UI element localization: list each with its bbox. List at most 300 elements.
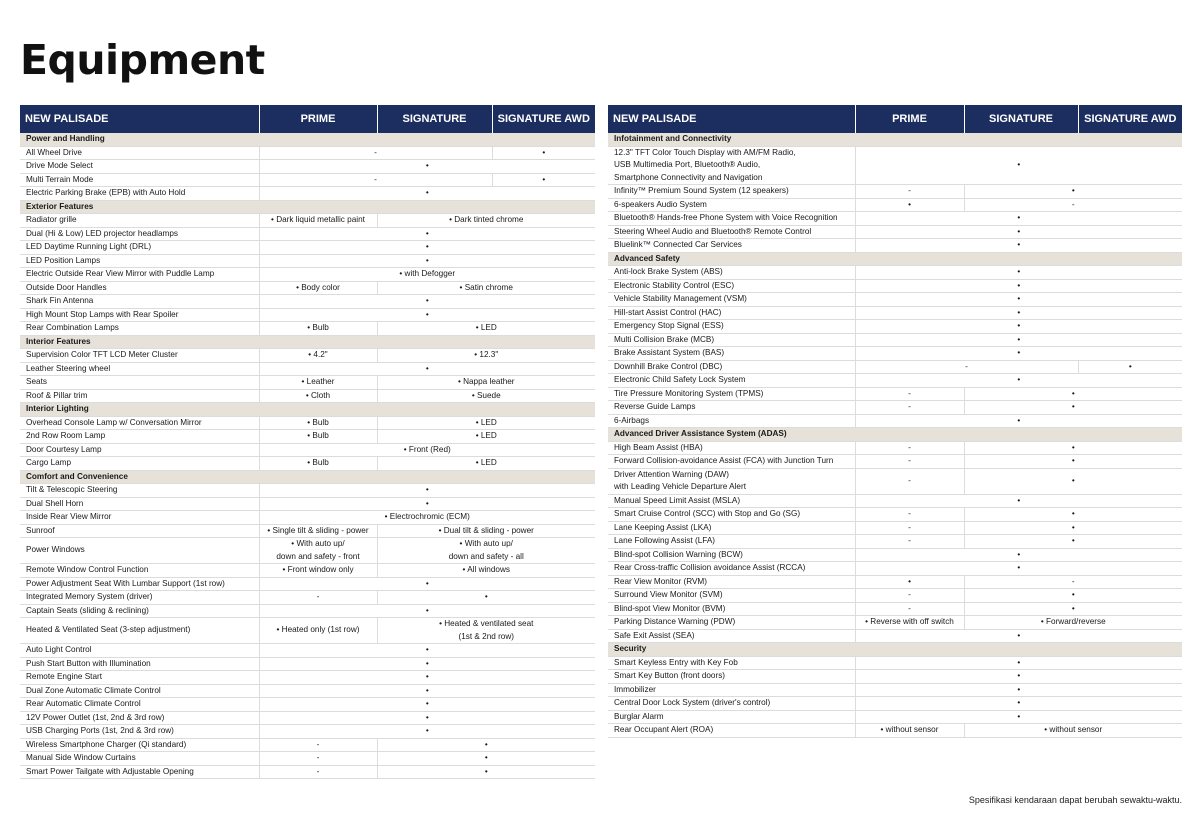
feature-name: Electronic Stability Control (ESC) bbox=[608, 279, 855, 293]
table-row bbox=[608, 320, 1182, 334]
feature-name: Smart Keyless Entry with Key Fob bbox=[608, 656, 855, 670]
feature-value: • bbox=[855, 239, 1182, 253]
feature-name: 12V Power Outlet (1st, 2nd & 3rd row) bbox=[20, 711, 259, 725]
table-row bbox=[20, 604, 595, 618]
table-row bbox=[20, 281, 595, 295]
table-row bbox=[20, 524, 595, 538]
feature-name: Radiator grille bbox=[20, 214, 259, 228]
feature-value: • Satin chrome bbox=[377, 281, 595, 295]
feature-value: - bbox=[855, 401, 964, 415]
feature-value: • bbox=[259, 711, 595, 725]
table-row bbox=[608, 562, 1182, 576]
table-row bbox=[20, 376, 595, 390]
feature-value: • bbox=[855, 225, 1182, 239]
feature-value: • bbox=[259, 604, 595, 618]
feature-value: • bbox=[259, 254, 595, 268]
table-row bbox=[20, 738, 595, 752]
table-row bbox=[608, 266, 1182, 280]
feature-value: - bbox=[259, 752, 377, 766]
feature-value: - bbox=[259, 146, 492, 160]
column-header-signature-awd: SIGNATURE AWD bbox=[492, 105, 595, 133]
feature-name: Rear View Monitor (RVM) bbox=[608, 575, 855, 589]
column-header-signature: SIGNATURE bbox=[964, 105, 1078, 133]
feature-value: • bbox=[855, 347, 1182, 361]
feature-name: Rear Combination Lamps bbox=[20, 322, 259, 336]
feature-value: • with Defogger bbox=[259, 268, 595, 282]
table-row bbox=[608, 225, 1182, 239]
table-row bbox=[608, 670, 1182, 684]
feature-value: • bbox=[855, 548, 1182, 562]
feature-name: Bluetooth® Hands-free Phone System with Voice Recognition bbox=[608, 212, 855, 226]
feature-value: - bbox=[259, 738, 377, 752]
right-spec-table bbox=[608, 105, 1182, 738]
table-row bbox=[20, 511, 595, 525]
column-header-prime: PRIME bbox=[855, 105, 964, 133]
feature-value: • Forward/reverse bbox=[964, 616, 1182, 630]
feature-value: - bbox=[855, 441, 964, 455]
feature-value: - bbox=[259, 765, 377, 779]
feature-value: • Dual tilt & sliding - power bbox=[377, 524, 595, 538]
feature-name: Brake Assistant System (BAS) bbox=[608, 347, 855, 361]
table-row bbox=[608, 602, 1182, 616]
feature-value: • bbox=[855, 414, 1182, 428]
feature-name: Blind-spot View Monitor (BVM) bbox=[608, 602, 855, 616]
table-row bbox=[20, 591, 595, 605]
feature-name: Driver Attention Warning (DAW) with Leading Vehicle Departure Alert bbox=[608, 468, 855, 494]
feature-value: - bbox=[855, 535, 964, 549]
feature-value: - bbox=[259, 173, 492, 187]
feature-name: Shark Fin Antenna bbox=[20, 295, 259, 309]
column-header-signature: SIGNATURE bbox=[377, 105, 492, 133]
feature-name: Smart Key Button (front doors) bbox=[608, 670, 855, 684]
feature-name: Rear Automatic Climate Control bbox=[20, 698, 259, 712]
footnote: Spesifikasi kendaraan dapat berubah sewaktu-waktu. bbox=[968, 795, 1182, 805]
section-header-row bbox=[608, 428, 1182, 442]
feature-value: - bbox=[855, 589, 964, 603]
feature-name: Surround View Monitor (SVM) bbox=[608, 589, 855, 603]
table-row bbox=[608, 441, 1182, 455]
feature-value: • With auto up/ down and safety - front bbox=[259, 538, 377, 564]
feature-name: Safe Exit Assist (SEA) bbox=[608, 629, 855, 643]
feature-value: • bbox=[259, 657, 595, 671]
feature-value: • bbox=[259, 671, 595, 685]
feature-value: • With auto up/ down and safety - all bbox=[377, 538, 595, 564]
table-row bbox=[608, 508, 1182, 522]
table-row bbox=[608, 347, 1182, 361]
table-row bbox=[608, 521, 1182, 535]
feature-name: Remote Window Control Function bbox=[20, 564, 259, 578]
table-header-row bbox=[608, 105, 1182, 133]
feature-name: Auto Light Control bbox=[20, 644, 259, 658]
feature-value: • Bulb bbox=[259, 322, 377, 336]
table-row bbox=[608, 293, 1182, 307]
feature-name: 6-speakers Audio System bbox=[608, 198, 855, 212]
table-row bbox=[20, 146, 595, 160]
section-header-row bbox=[608, 252, 1182, 266]
feature-value: • 4.2" bbox=[259, 349, 377, 363]
table-row bbox=[608, 616, 1182, 630]
feature-value: - bbox=[855, 455, 964, 469]
feature-name: Burglar Alarm bbox=[608, 710, 855, 724]
feature-value: • bbox=[259, 644, 595, 658]
feature-name: Tire Pressure Monitoring System (TPMS) bbox=[608, 387, 855, 401]
feature-value: - bbox=[855, 387, 964, 401]
table-row bbox=[608, 710, 1182, 724]
table-row bbox=[608, 494, 1182, 508]
feature-value: • bbox=[855, 697, 1182, 711]
feature-value: - bbox=[855, 521, 964, 535]
feature-name: Blind-spot Collision Warning (BCW) bbox=[608, 548, 855, 562]
feature-name: Electronic Child Safety Lock System bbox=[608, 374, 855, 388]
section-header-row bbox=[20, 470, 595, 484]
feature-value: • bbox=[964, 387, 1182, 401]
feature-value: • without sensor bbox=[964, 724, 1182, 738]
table-row bbox=[608, 724, 1182, 738]
feature-value: • bbox=[377, 591, 595, 605]
feature-name: Manual Side Window Curtains bbox=[20, 752, 259, 766]
table-row bbox=[20, 308, 595, 322]
table-row bbox=[608, 629, 1182, 643]
feature-name: Reverse Guide Lamps bbox=[608, 401, 855, 415]
table-row bbox=[608, 279, 1182, 293]
feature-value: • Bulb bbox=[259, 416, 377, 430]
feature-value: • bbox=[855, 710, 1182, 724]
section-title: Interior Features bbox=[20, 335, 595, 349]
table-row bbox=[608, 656, 1182, 670]
feature-name: Integrated Memory System (driver) bbox=[20, 591, 259, 605]
feature-name: Captain Seats (sliding & reclining) bbox=[20, 604, 259, 618]
feature-name: Lane Following Assist (LFA) bbox=[608, 535, 855, 549]
section-header-row bbox=[608, 643, 1182, 657]
feature-value: • bbox=[855, 629, 1182, 643]
table-row bbox=[608, 212, 1182, 226]
table-row bbox=[20, 173, 595, 187]
feature-name: Parking Distance Warning (PDW) bbox=[608, 616, 855, 630]
table-row bbox=[20, 618, 595, 644]
feature-name: Manual Speed Limit Assist (MSLA) bbox=[608, 494, 855, 508]
feature-value: • bbox=[964, 521, 1182, 535]
feature-value: • bbox=[964, 455, 1182, 469]
feature-value: • without sensor bbox=[855, 724, 964, 738]
feature-value: • 12.3" bbox=[377, 349, 595, 363]
feature-value: • bbox=[259, 497, 595, 511]
column-header-signature-awd: SIGNATURE AWD bbox=[1078, 105, 1182, 133]
table-row bbox=[20, 443, 595, 457]
table-row bbox=[608, 414, 1182, 428]
feature-name: Dual Zone Automatic Climate Control bbox=[20, 684, 259, 698]
feature-name: Cargo Lamp bbox=[20, 457, 259, 471]
feature-name: Downhill Brake Control (DBC) bbox=[608, 360, 855, 374]
table-row bbox=[20, 484, 595, 498]
feature-value: • bbox=[377, 752, 595, 766]
section-title: Power and Handling bbox=[20, 133, 595, 146]
section-header-row bbox=[20, 335, 595, 349]
table-row bbox=[20, 416, 595, 430]
feature-value: • bbox=[259, 187, 595, 201]
section-title: Comfort and Convenience bbox=[20, 470, 595, 484]
section-header-row bbox=[20, 133, 595, 146]
feature-name: Power Adjustment Seat With Lumbar Support (1st row) bbox=[20, 577, 259, 591]
feature-value: • bbox=[855, 306, 1182, 320]
feature-value: • LED bbox=[377, 322, 595, 336]
table-row bbox=[20, 725, 595, 739]
feature-name: Multi Collision Brake (MCB) bbox=[608, 333, 855, 347]
feature-value: • bbox=[259, 362, 595, 376]
table-row bbox=[20, 241, 595, 255]
feature-value: • bbox=[377, 765, 595, 779]
feature-value: • Single tilt & sliding - power bbox=[259, 524, 377, 538]
feature-value: - bbox=[964, 575, 1182, 589]
feature-value: - bbox=[964, 198, 1182, 212]
table-row bbox=[20, 657, 595, 671]
feature-value: • LED bbox=[377, 416, 595, 430]
table-row bbox=[608, 333, 1182, 347]
feature-name: Remote Engine Start bbox=[20, 671, 259, 685]
feature-name: LED Daytime Running Light (DRL) bbox=[20, 241, 259, 255]
feature-value: • bbox=[259, 295, 595, 309]
section-title: Exterior Features bbox=[20, 200, 595, 214]
table-row bbox=[608, 589, 1182, 603]
feature-value: • Dark tinted chrome bbox=[377, 214, 595, 228]
feature-name: Dual Shell Horn bbox=[20, 497, 259, 511]
feature-value: • Nappa leather bbox=[377, 376, 595, 390]
feature-value: • bbox=[964, 441, 1182, 455]
feature-value: • bbox=[1078, 360, 1182, 374]
table-row bbox=[608, 387, 1182, 401]
table-row bbox=[608, 548, 1182, 562]
feature-value: • Suede bbox=[377, 389, 595, 403]
feature-name: 12.3" TFT Color Touch Display with AM/FM Radio, USB Multimedia Port, Bluetooth® Audio, Smartphone Connectivity and Navigation bbox=[608, 146, 855, 185]
table-row bbox=[20, 711, 595, 725]
table-row bbox=[20, 698, 595, 712]
table-row bbox=[20, 430, 595, 444]
feature-value: - bbox=[855, 508, 964, 522]
feature-value: • Reverse with off switch bbox=[855, 616, 964, 630]
feature-name: Push Start Button with Illumination bbox=[20, 657, 259, 671]
table-row bbox=[20, 322, 595, 336]
feature-value: • bbox=[855, 656, 1182, 670]
feature-name: Drive Mode Select bbox=[20, 160, 259, 174]
feature-value: • bbox=[259, 227, 595, 241]
feature-value: • All windows bbox=[377, 564, 595, 578]
feature-value: - bbox=[855, 602, 964, 616]
feature-value: • Electrochromic (ECM) bbox=[259, 511, 595, 525]
table-row bbox=[20, 765, 595, 779]
table-row bbox=[608, 306, 1182, 320]
feature-name: Wireless Smartphone Charger (Qi standard) bbox=[20, 738, 259, 752]
feature-name: LED Position Lamps bbox=[20, 254, 259, 268]
feature-value: • bbox=[964, 602, 1182, 616]
feature-name: Rear Cross-traffic Collision avoidance Assist (RCCA) bbox=[608, 562, 855, 576]
feature-name: Outside Door Handles bbox=[20, 281, 259, 295]
feature-name: Anti-lock Brake System (ABS) bbox=[608, 266, 855, 280]
feature-value: • bbox=[964, 589, 1182, 603]
feature-name: Emergency Stop Signal (ESS) bbox=[608, 320, 855, 334]
feature-name: Immobilizer bbox=[608, 683, 855, 697]
feature-value: • Bulb bbox=[259, 457, 377, 471]
column-header-prime: PRIME bbox=[259, 105, 377, 133]
feature-name: Multi Terrain Mode bbox=[20, 173, 259, 187]
feature-name: High Beam Assist (HBA) bbox=[608, 441, 855, 455]
feature-name: Electric Parking Brake (EPB) with Auto Hold bbox=[20, 187, 259, 201]
feature-value: - bbox=[855, 185, 964, 199]
feature-value: - bbox=[259, 591, 377, 605]
feature-name: Overhead Console Lamp w/ Conversation Mirror bbox=[20, 416, 259, 430]
feature-value: • bbox=[259, 308, 595, 322]
table-row bbox=[20, 227, 595, 241]
table-row bbox=[20, 671, 595, 685]
feature-name: Electric Outside Rear View Mirror with Puddle Lamp bbox=[20, 268, 259, 282]
feature-name: Supervision Color TFT LCD Meter Cluster bbox=[20, 349, 259, 363]
feature-name: Power Windows bbox=[20, 538, 259, 564]
table-row bbox=[20, 214, 595, 228]
section-header-row bbox=[20, 200, 595, 214]
feature-name: Smart Power Tailgate with Adjustable Opening bbox=[20, 765, 259, 779]
table-row bbox=[20, 752, 595, 766]
feature-value: • Heated only (1st row) bbox=[259, 618, 377, 644]
feature-value: • bbox=[492, 146, 595, 160]
column-header-model: NEW PALISADE bbox=[608, 105, 855, 133]
feature-value: • Front (Red) bbox=[259, 443, 595, 457]
feature-value: • bbox=[259, 725, 595, 739]
table-row bbox=[20, 644, 595, 658]
feature-value: • Cloth bbox=[259, 389, 377, 403]
feature-value: • bbox=[855, 683, 1182, 697]
feature-value: • bbox=[855, 293, 1182, 307]
feature-value: • bbox=[855, 333, 1182, 347]
table-row bbox=[20, 684, 595, 698]
feature-value: - bbox=[855, 360, 1078, 374]
table-row bbox=[20, 187, 595, 201]
table-row bbox=[608, 185, 1182, 199]
feature-value: • Bulb bbox=[259, 430, 377, 444]
table-row bbox=[20, 457, 595, 471]
feature-value: • bbox=[855, 494, 1182, 508]
table-row bbox=[20, 349, 595, 363]
feature-value: • bbox=[855, 575, 964, 589]
section-header-row bbox=[20, 403, 595, 417]
feature-value: • bbox=[964, 401, 1182, 415]
feature-name: Lane Keeping Assist (LKA) bbox=[608, 521, 855, 535]
table-row bbox=[20, 268, 595, 282]
table-row bbox=[20, 497, 595, 511]
feature-value: - bbox=[855, 468, 964, 494]
feature-value: • LED bbox=[377, 430, 595, 444]
table-row bbox=[608, 374, 1182, 388]
left-table-body bbox=[20, 133, 595, 779]
right-table-body bbox=[608, 133, 1182, 737]
table-row bbox=[20, 295, 595, 309]
feature-value: • bbox=[964, 535, 1182, 549]
feature-name: High Mount Stop Lamps with Rear Spoiler bbox=[20, 308, 259, 322]
section-title: Security bbox=[608, 643, 1182, 657]
feature-name: Sunroof bbox=[20, 524, 259, 538]
feature-value: • bbox=[855, 562, 1182, 576]
feature-value: • bbox=[855, 374, 1182, 388]
feature-name: Forward Collision-avoidance Assist (FCA) with Junction Turn bbox=[608, 455, 855, 469]
table-row bbox=[608, 239, 1182, 253]
table-row bbox=[20, 577, 595, 591]
feature-name: 2nd Row Room Lamp bbox=[20, 430, 259, 444]
feature-name: Rear Occupant Alert (ROA) bbox=[608, 724, 855, 738]
table-row bbox=[608, 697, 1182, 711]
feature-name: Bluelink™ Connected Car Services bbox=[608, 239, 855, 253]
feature-value: • bbox=[855, 198, 964, 212]
feature-value: • bbox=[259, 241, 595, 255]
feature-name: Steering Wheel Audio and Bluetooth® Remote Control bbox=[608, 225, 855, 239]
feature-value: • bbox=[855, 670, 1182, 684]
feature-value: • bbox=[492, 173, 595, 187]
table-row bbox=[608, 401, 1182, 415]
feature-value: • bbox=[259, 160, 595, 174]
feature-value: • bbox=[259, 698, 595, 712]
table-row bbox=[608, 575, 1182, 589]
table-row bbox=[608, 683, 1182, 697]
feature-name: Inside Rear View Mirror bbox=[20, 511, 259, 525]
page-title: Equipment bbox=[20, 36, 265, 84]
feature-value: • bbox=[259, 577, 595, 591]
feature-name: 6-Airbags bbox=[608, 414, 855, 428]
table-row bbox=[20, 160, 595, 174]
table-row bbox=[20, 362, 595, 376]
feature-name: Smart Cruise Control (SCC) with Stop and Go (SG) bbox=[608, 508, 855, 522]
feature-value: • Front window only bbox=[259, 564, 377, 578]
feature-name: Hill-start Assist Control (HAC) bbox=[608, 306, 855, 320]
section-header-row bbox=[608, 133, 1182, 146]
feature-value: • bbox=[855, 146, 1182, 185]
table-row bbox=[20, 538, 595, 564]
feature-name: Tilt & Telescopic Steering bbox=[20, 484, 259, 498]
feature-name: Roof & Pillar trim bbox=[20, 389, 259, 403]
feature-name: USB Charging Ports (1st, 2nd & 3rd row) bbox=[20, 725, 259, 739]
feature-value: • bbox=[964, 508, 1182, 522]
feature-name: Dual (Hi & Low) LED projector headlamps bbox=[20, 227, 259, 241]
feature-value: • Dark liquid metallic paint bbox=[259, 214, 377, 228]
feature-value: • bbox=[855, 320, 1182, 334]
feature-value: • LED bbox=[377, 457, 595, 471]
feature-name: All Wheel Drive bbox=[20, 146, 259, 160]
feature-value: • bbox=[964, 468, 1182, 494]
table-row bbox=[608, 468, 1182, 494]
feature-name: Leather Steering wheel bbox=[20, 362, 259, 376]
section-title: Interior Lighting bbox=[20, 403, 595, 417]
feature-name: Vehicle Stability Management (VSM) bbox=[608, 293, 855, 307]
section-title: Advanced Driver Assistance System (ADAS) bbox=[608, 428, 1182, 442]
section-title: Advanced Safety bbox=[608, 252, 1182, 266]
column-header-model: NEW PALISADE bbox=[20, 105, 259, 133]
feature-value: • Heated & ventilated seat (1st & 2nd row) bbox=[377, 618, 595, 644]
feature-value: • bbox=[855, 279, 1182, 293]
feature-value: • bbox=[259, 484, 595, 498]
table-row bbox=[20, 564, 595, 578]
feature-value: • bbox=[855, 266, 1182, 280]
section-title: Infotainment and Connectivity bbox=[608, 133, 1182, 146]
table-row bbox=[608, 535, 1182, 549]
feature-name: Central Door Lock System (driver's control) bbox=[608, 697, 855, 711]
feature-name: Heated & Ventilated Seat (3-step adjustment) bbox=[20, 618, 259, 644]
table-row bbox=[608, 360, 1182, 374]
feature-value: • bbox=[259, 684, 595, 698]
table-row bbox=[608, 455, 1182, 469]
table-row bbox=[608, 198, 1182, 212]
table-row bbox=[20, 389, 595, 403]
feature-name: Door Courtesy Lamp bbox=[20, 443, 259, 457]
feature-value: • Body color bbox=[259, 281, 377, 295]
feature-value: • bbox=[855, 212, 1182, 226]
left-spec-table bbox=[20, 105, 595, 779]
table-row bbox=[608, 146, 1182, 185]
feature-name: Infinity™ Premium Sound System (12 speakers) bbox=[608, 185, 855, 199]
